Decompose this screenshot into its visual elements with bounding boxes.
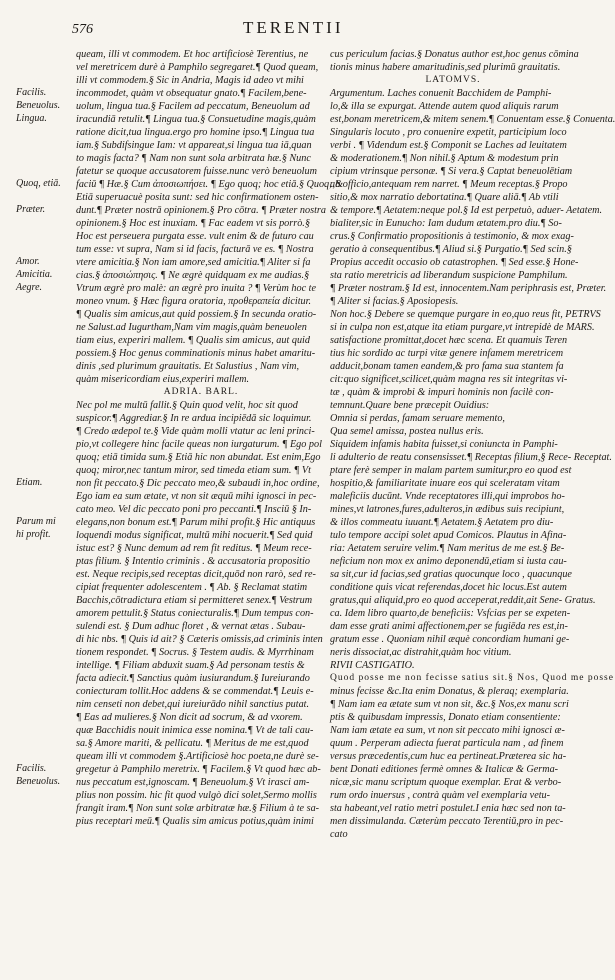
text-line: ab officio,antequam rem narret. ¶ Meum receptas.§ Propo bbox=[330, 179, 568, 190]
text-line: neficium non mox ex animo deponendū,etiam si iusta cau- bbox=[330, 556, 567, 567]
text-line: ptis & quibusdam impressis, Donato etiam consentiente: bbox=[330, 712, 561, 723]
text-line: gratus,qui aliquid,pro eo quod acceperat,reddit,ait Sene- Gratus. bbox=[330, 595, 596, 606]
text-line: ¶ Eas ad mulieres.§ Non dicit ad socrum, & ad vxorem. bbox=[76, 712, 303, 723]
text-line: coniecturam tollit.Hoc addens & se commendat.¶ Leuis e- bbox=[76, 686, 314, 697]
text-line: vtere amicitia.§ Non iam amore,sed amicitia.¶ Aliter si fa bbox=[76, 257, 311, 268]
text-line: & moderationem.¶ Non nihil.§ Aptum & modestum prin bbox=[330, 153, 559, 164]
text-line: loquendi modus significat, multū mihi nocuerit.¶ Sed quid bbox=[76, 530, 313, 541]
margin-note: Amor. bbox=[16, 256, 40, 267]
text-line: Hoc est perseuera purgata esse. vult enim & de futuro cau bbox=[76, 231, 314, 242]
text-line: tiam eius, experiri mallem. ¶ Qualis sim amicus, aut quid bbox=[76, 335, 310, 346]
text-line: ¶ Aliter si facias.§ Aposiopesis. bbox=[330, 296, 459, 307]
margin-note: Etiam. bbox=[16, 477, 43, 488]
text-line: crus.§ Confirmatio propositionis à testimonio, & mox exag- bbox=[330, 231, 574, 242]
margin-note: Beneuolus. bbox=[16, 100, 61, 111]
text-line: sa.§ Amore mariti, & pellicatu. ¶ Meritus de me est,quod bbox=[76, 738, 309, 749]
text-line: queam illi vt commodem §.Artificiosè hoc poeta,ne durè se- bbox=[76, 751, 319, 762]
text-line: queam, illi vt commodem. Et hoc artificiosè Terentius, ne bbox=[76, 49, 309, 60]
text-line: quum . Perperam adiecta fuerat particula nam , ad finem bbox=[330, 738, 564, 749]
text-line: Ego iam ea sum ætate, vt non sit æquū mihi ignosci in pec- bbox=[76, 491, 317, 502]
text-line: maleficiis ducūnt. Vnde receptatores illi,qui improbos ho- bbox=[330, 491, 565, 502]
left-column bbox=[76, 48, 344, 828]
text-line: Bacchis,cōtradictura etiam si permitteret senex.¶ Vestrum bbox=[76, 595, 313, 606]
text-line: cato bbox=[330, 829, 348, 840]
text-line: sa sit,cur id facias,sed gratias quocunque loco , quacunque bbox=[330, 569, 572, 580]
text-line: Vtrum ægrè pro malè: an ægrè pro inuita ? ¶ Verùm hoc te bbox=[76, 283, 316, 294]
text-line: Omnia si perdas, famam seruare memento, bbox=[330, 413, 505, 424]
text-line: ¶ Qualis sim amicus,aut quid possiem.§ In secunda oratio- bbox=[76, 309, 317, 320]
text-line: ptare ferè semper in malam partem sumitur,pro eo quod est bbox=[330, 465, 572, 476]
margin-note: Beneuolus. bbox=[16, 776, 61, 787]
text-line: nim censeti non debet,qui iureiurādo nihil sanctius putat. bbox=[76, 699, 310, 710]
text-line: Singularis locuto , pro conuenire expetit, participium loco bbox=[330, 127, 567, 138]
margin-note: Aegre. bbox=[16, 282, 43, 293]
text-line: neris dissociat,ac distrahit,quàm hoc vitium. bbox=[330, 647, 512, 658]
text-line: iam.§ Subdifsingue Iam: vt appareat,si lingua tua iā,quan bbox=[76, 140, 312, 151]
text-line: men dissimulanda. Cæterùm peccato Terentiū,pro in pec- bbox=[330, 816, 564, 827]
text-line: non fit peccato.§ Dic peccato meo,& subaudi in,hoc ordine, bbox=[76, 478, 320, 489]
text-line: quæ Bacchidis nouit inimica esse nomina.¶ Vt de tali cau- bbox=[76, 725, 314, 736]
text-line: ratione dicit,tua lingua.ergo pro homine ipso.¶ Lingua tua bbox=[76, 127, 315, 138]
text-line: tum esse: vt supra, Nam si id facis, facturā ve es. ¶ Nostra bbox=[76, 244, 314, 255]
margin-note: Facilis. bbox=[16, 763, 47, 774]
text-line: incommodet, quàm vt obsequatur gnato.¶ Facilem,bene- bbox=[76, 88, 307, 99]
text-line: cipium vtrinsque personæ. ¶ Si vera.§ Captat beneuolētiam bbox=[330, 166, 573, 177]
text-line: moneo vnum. § Hæc figura oratoria, προθεραπεία dicitur. bbox=[76, 296, 312, 307]
text-line: Etiā superuacuè posita sunt: sed hic confirmationem osten- bbox=[76, 192, 319, 203]
text-line: pio,vt collegere hinc facile queas non iurgaturum. ¶ Ego pol bbox=[76, 439, 322, 450]
text-line: tulo tempore accipi solet apud Comicos. Plautus in Afina- bbox=[330, 530, 567, 541]
text-line: dinis ,sed plurimum grauitatis. Et Salustius , Nam vim, bbox=[76, 361, 300, 372]
text-line: vel meretricem durè à Pamphilo segregaret.¶ Quod queam, bbox=[76, 62, 319, 73]
text-line: tionis minus habere amaritudinis,sed plurimū grauitatis. bbox=[330, 62, 561, 73]
margin-note: Lingua. bbox=[16, 113, 47, 124]
text-line: opinionem.§ Hoc est inuxiam. ¶ Fac eadem vt sis porrò.§ bbox=[76, 218, 310, 229]
text-line: suspicor.¶ Aggrediar.§ In re ardua incipiēdā sic loquimur. bbox=[76, 413, 312, 424]
text-line: tionem respondet. ¶ Socrus. § Testem audis. & Myrrhinam bbox=[76, 647, 314, 658]
text-line: elegans,non bonum est.¶ Parum mihi profit.§ Hic antiquus bbox=[76, 517, 316, 528]
margin-note: Facilis. bbox=[16, 87, 47, 98]
text-line: to magis facta? ¶ Nam non sunt sola arbitrata hæ.§ Nunc bbox=[76, 153, 311, 164]
text-line: nicæ,sic manu scriptum quoque exemplar. Erat & verbo- bbox=[330, 777, 562, 788]
text-line: & tempore.¶ Aetatem:neque pol.§ Id est perpetuò, aduer- Aetatem. bbox=[330, 205, 603, 216]
text-line: rum ordo inuersus , contrà quàm vel exemplaria vetu- bbox=[330, 790, 551, 801]
text-line: li adulterio de reatu consensisset.¶ Receptas filium,§ Rece- Receptat. bbox=[330, 452, 612, 463]
text-line: hospitio,& familiaritate inuare eos qui sceleratam vitam bbox=[330, 478, 560, 489]
text-line: adducit,bonam tamen eandem,& pro fama sua stantem fa bbox=[330, 361, 564, 372]
text-line: sulendi est. § Dum adhuc floret , & vernat ætas . Subau- bbox=[76, 621, 306, 632]
text-line: conditione quis vicat referendas,docet hic locus.Est autem bbox=[330, 582, 567, 593]
text-line: illi vt commodem.§ Sic in Andria, Magis id adeo vt mihi bbox=[76, 75, 304, 86]
text-line: Nec pol me multū fallit.§ Quin quod velit, hoc sit quod bbox=[76, 400, 298, 411]
text-line: pius receptari meū.¶ Qualis sim amicus potius,quàm inimi bbox=[76, 816, 314, 827]
text-line: Siquidem infamis habita fuisset,si coniuncta in Pamphi- bbox=[330, 439, 558, 450]
text-line: ¶ Nam iam ea ætate sum vt non sit, &c.§ Nos,ex manu scri bbox=[330, 699, 569, 710]
running-head: TERENTII bbox=[243, 18, 344, 37]
text-line: amorem pettulit.§ Status coniecturalis.¶ Dum tempus con- bbox=[76, 608, 314, 619]
text-line: dam esse grati animi affectionem,per se fugiēda res est,in- bbox=[330, 621, 568, 632]
margin-note: hi profit. bbox=[16, 529, 51, 540]
text-line: ptas filium. § Intentio criminis . & accusatoria propositio bbox=[76, 556, 310, 567]
text-line: istuc est? § Nunc demum ad rem fit reditus. ¶ Meum rece- bbox=[76, 543, 312, 554]
text-line: sitio,& mox narratio debortatina.¶ Quare aliā.¶ Ab vtili bbox=[330, 192, 559, 203]
text-line: cus periculum facias.§ Donatus author est,hoc genus cōmina bbox=[330, 49, 579, 60]
text-line: mines,vt latrones,fures,adulteros,in ædibus suis recipiunt, bbox=[330, 504, 565, 515]
text-line: plius non possim. hic fit quod vulgò dici solet,Sermo mollis bbox=[76, 790, 317, 801]
text-line: temnunt.Quare bene præcepit Ouidius: bbox=[330, 400, 490, 411]
text-line: nus peccatum est,ignoscam. ¶ Beneuolum.§ Vt irasci am- bbox=[76, 777, 310, 788]
text-line: & illos commeatu iuuant.¶ Aetatem.§ Aetatem pro diu- bbox=[330, 517, 554, 528]
section-heading: Quod posse me non fecisse satius sit.§ Nos, Quod me posse bbox=[330, 673, 614, 683]
text-line: lo,& illa se expurgat. Attende autem quod aliquis rarum bbox=[330, 101, 559, 112]
text-line: est,bonam meretricem,& mitem senem.¶ Conuentam esse.§ Conuenta. bbox=[330, 114, 615, 125]
text-line: faciū ¶ Hæ.§ Cum ἀποσιωπήσει. ¶ Ego quoq; hoc etiā.§ Quoq;,& bbox=[76, 179, 344, 190]
text-line: si in culpa non est,atque ita etiam purgare,vt intrepidè de MARS. bbox=[330, 322, 595, 333]
text-line: ¶ Credo ædepol te.§ Vide quàm molli vtatur ac leni princi- bbox=[76, 426, 315, 437]
text-line: di hic nbs. ¶ Quis id ait? § Cæteris omissis,ad criminis inten bbox=[76, 634, 323, 645]
text-line: versus præcedentis,cum huc ea pertineat.Præterea sic ha- bbox=[330, 751, 567, 762]
margin-note: Quoq, etiā. bbox=[16, 178, 61, 189]
page-number: 576 bbox=[72, 22, 93, 37]
text-line: facta adiecit.¶ Sanctius quàm iusiurandum.§ Iureiurando bbox=[76, 673, 310, 684]
text-line: frangit iram.¶ Non sunt solæ arbitratæ hæ.§ Filium à te sa- bbox=[76, 803, 320, 814]
text-line: minus fecisse &c.Ita enim Donatus, & pleraq; exemplaria. bbox=[330, 686, 569, 697]
text-line: quoq; miror,nec tantum miror, sed timeda etiam sum. ¶ Vt bbox=[76, 465, 311, 476]
text-line: possiem.§ Hoc genus comminationis minus habet amaritu- bbox=[76, 348, 316, 359]
text-line: ¶ Præter nostram.§ Id est, innocentem.Nam periphrasis est, Præter. bbox=[330, 283, 607, 294]
text-line: ca. Idem libro quarto,de beneficiis: Vsfcias per se expeten- bbox=[330, 608, 571, 619]
text-line: dunt.¶ Præter nostrā opinionem.§ Pro cōtra. ¶ Præter nostra bbox=[76, 205, 326, 216]
text-line: cit:quo significet,scilicet,quàm magna res sit integritas vi- bbox=[330, 374, 568, 385]
margin-note: Parum mi bbox=[16, 516, 56, 527]
page-header bbox=[72, 18, 560, 42]
text-line: ne Salust.ad Iugurtham,Nam vim magis,quàm beneuolen bbox=[76, 322, 307, 333]
text-line: Propius accedit occasio ob catastrophen. ¶ Sed esse.§ Hone- bbox=[330, 257, 579, 268]
section-heading: LATOMVS. bbox=[425, 75, 481, 85]
text-line: verbi . ¶ Videndum est.§ Componit se Laches ad leuitatem bbox=[330, 140, 567, 151]
text-line: tæ , quàm & improbi & impuri hominis non facilè con- bbox=[330, 387, 554, 398]
text-line: tius hic sordido ac turpi vitæ genere infamem meretricem bbox=[330, 348, 564, 359]
text-line: Nam iam ætate ea sum, vt non sit peccato mihi ignosci æ- bbox=[330, 725, 565, 736]
text-line: satisfactione promittat,docet hæc scena. Et quamuis Teren bbox=[330, 335, 568, 346]
text-line: est. Neque recipis,sed receptas dicit,quōd non rarò, sed re- bbox=[76, 569, 316, 580]
text-line: Argumentum. Laches conuenit Bacchidem de Pamphi- bbox=[330, 88, 552, 99]
text-line: bialiter,sic in Eunucho: Iam dudum ætatem.pro diu.¶ So- bbox=[330, 218, 562, 229]
text-line: gregetur à Pamphilo meretrix. ¶ Facilem.§ Vt quod hæc ab- bbox=[76, 764, 321, 775]
text-line: iracundiā retulit.¶ Lingua tua.§ Consuetudine magis,quàm bbox=[76, 114, 316, 125]
text-line: cias.§ ἀποσιώπησις. ¶ Ne ægrè quidquam ex me audias.§ bbox=[76, 270, 310, 281]
text-line: Non hoc.§ Debere se quemque purgare in eo,quo reus fit, PETRVS bbox=[330, 309, 601, 320]
right-column bbox=[330, 48, 615, 841]
text-line: gratum esse . Quoniam nihil æquè concordiam humani ge- bbox=[330, 634, 570, 645]
text-line: cipiat frequenter adolescentem . ¶ Ab. § Reclamat statim bbox=[76, 582, 308, 593]
margin-note: Amicitia. bbox=[16, 269, 53, 280]
text-line: sta habeant,vel ratio metri postulet.I enia hæc sed non ta- bbox=[330, 803, 566, 814]
text-line: sta ratio meretricis ad liberandum suspicione Pamphilum. bbox=[330, 270, 568, 281]
text-line: Qua semel amissa, postea nullus eris. bbox=[330, 426, 484, 437]
text-line: uolum, lingua tua.§ Facilem ad peccatum, Beneuolum ad bbox=[76, 101, 310, 112]
margin-note: Præter. bbox=[16, 204, 46, 215]
text-line: intellige. ¶ Filiam abduxit suam.§ Ad personam testis & bbox=[76, 660, 305, 671]
text-line: quoq; etiā timida sum.§ Etiā hic non abundat. Est enim,Ego bbox=[76, 452, 321, 463]
text-line: quàm misericordiam eius,experiri mallem. bbox=[76, 374, 250, 385]
text-line: ria: Aetatem seruire velim.¶ Nam meritus de me est.§ Be- bbox=[330, 543, 565, 554]
text-line: RIVII CASTIGATIO. bbox=[330, 660, 415, 671]
text-line: cato meo. Vel dic peccato poni pro peccanti.¶ Insciū § In- bbox=[76, 504, 312, 515]
text-line: bent Donati editiones fermè omnes & Italicæ & Germa- bbox=[330, 764, 559, 775]
text-line: fatetur se quoque accusatorem fuisse.nunc verò beneuolum bbox=[76, 166, 317, 177]
section-heading: ADRIA. BARL. bbox=[163, 387, 239, 397]
text-line: geratio à consequentibus.¶ Aliud si.§ Purgatio.¶ Sed scin.§ bbox=[330, 244, 572, 255]
